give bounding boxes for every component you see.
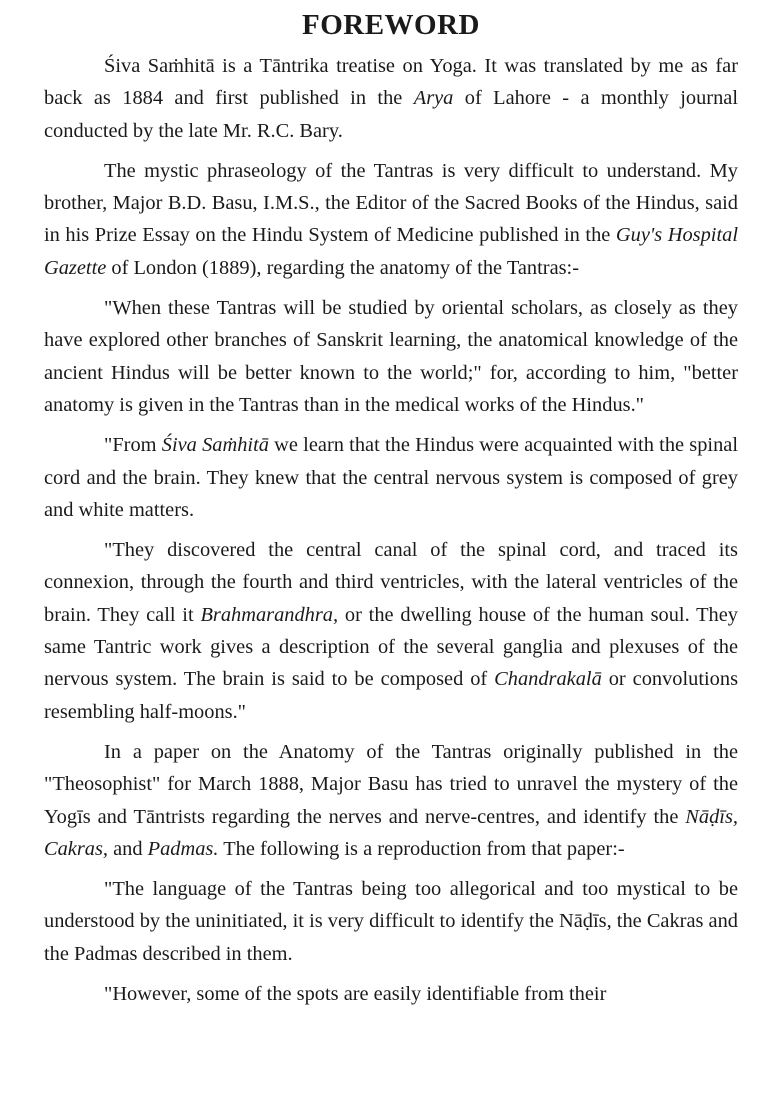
journal-title: Arya — [413, 87, 454, 110]
paragraph-text: "The language of the Tantras being too allegorical and too mystical to be understood by the uninitiated, it is very difficult to identify the Nāḍīs, the Cakras and the Padmas described in them. — [44, 878, 738, 965]
sanskrit-term: Padmas. — [147, 837, 219, 860]
paragraph-text: "When these Tantras will be studied by oriental scholars, as closely as they have explored other branches of Sanskrit learning, the anatomical knowledge of the ancient Hindus will be better known to the world;" for, according to him, "better anatomy is given in the Tantras than in the medical works of the Hindus." — [44, 297, 738, 416]
paragraph-6 — [44, 736, 738, 865]
paragraph-text: "However, some of the spots are easily identifiable from their — [104, 983, 607, 1006]
paragraph-text: Śiva Saṁhitā is a Tāntrika treatise on Yoga. It was translated by me as far back as 1884 and first published in the — [44, 55, 738, 110]
paragraph-1 — [44, 50, 738, 147]
paragraph-8 — [44, 978, 738, 1010]
paragraph-text: The following is a reproduction from that paper:- — [218, 837, 625, 860]
sanskrit-term: Brahmarandhra, — [200, 603, 339, 626]
paragraph-4 — [44, 429, 738, 526]
page-title: FOREWORD — [302, 9, 480, 41]
paragraph-text: or the dwelling house of the human soul. They same Tantric work gives a description of the several ganglia and plexuses of the nervous system. The brain is said to be composed of — [44, 603, 738, 691]
paragraph-text: and — [108, 837, 148, 860]
paragraph-3 — [44, 292, 738, 421]
paragraph-text: In a paper on the Anatomy of the Tantras originally published in the "Theosophist" for March 1888, Major Basu has tried to unravel the mystery of the Yogīs and Tāntrists regarding the nerves and nerve-centres, and identify the — [44, 740, 738, 828]
paragraph-7 — [44, 873, 738, 970]
paragraph-text: of London (1889), regarding the anatomy of the Tantras:- — [106, 256, 580, 279]
paragraph-text: we learn that the Hindus were acquainted with the spinal cord and the brain. They knew that the central nervous system is composed of grey and white matters. — [44, 434, 739, 521]
paragraph-text: "They discovered the central canal of the spinal cord, and traced its connexion, through the fourth and third ventricles, with the lateral ventricles of the brain. They call it — [44, 539, 738, 626]
document-page — [44, 6, 738, 1010]
paragraph-text: "From — [104, 434, 162, 457]
paragraph-2 — [44, 155, 738, 284]
sanskrit-term: Nāḍīs, Cakras, — [44, 805, 738, 860]
paragraph-text: of Lahore - a monthly journal conducted by the late Mr. R.C. Bary. — [44, 87, 739, 142]
journal-title: Guy's Hospital Gazette — [44, 224, 739, 279]
paragraph-text: or convolutions resembling half-moons." — [44, 668, 738, 723]
book-title: Śiva Saṁhitā — [161, 434, 269, 457]
paragraph-5 — [44, 534, 738, 728]
paragraph-text: The mystic phraseology of the Tantras is very difficult to understand. My brother, Major B.D. Basu, I.M.S., the Editor of the Sacred Books of the Hindus, said in his Prize Essay on the Hindu System of Medicine published in the — [44, 159, 738, 247]
sanskrit-term: Chandrakalā — [494, 668, 602, 691]
